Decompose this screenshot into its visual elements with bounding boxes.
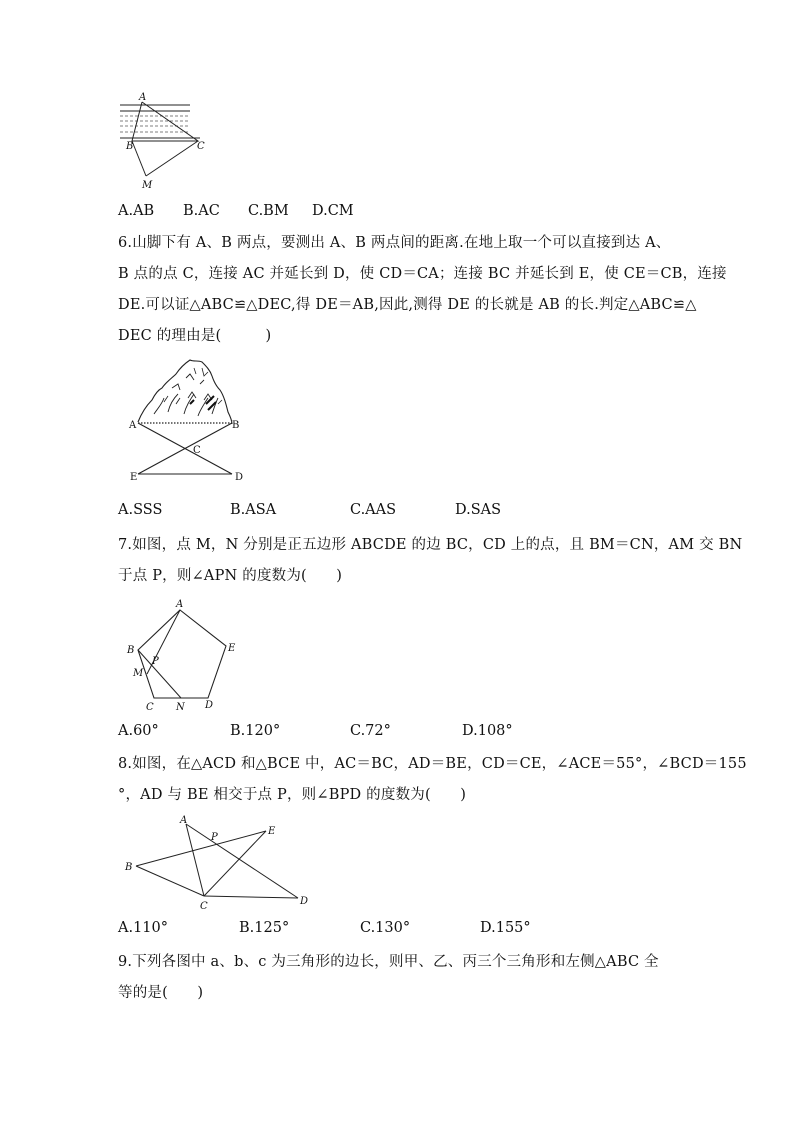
q8-line-2: °，AD 与 BE 相交于点 P，则∠BPD 的度数为( ) — [118, 787, 467, 803]
q6-label-a: A — [129, 420, 137, 431]
q7-figure — [124, 598, 240, 714]
q7-label-a: A — [176, 599, 184, 610]
q7-label-m: M — [133, 668, 144, 679]
q5-label-m: M — [142, 180, 153, 191]
q8-label-e: E — [268, 826, 276, 837]
q8-option-b[interactable]: B.125° — [239, 920, 290, 936]
q6-line-3: DE.可以证△ABC≌△DEC,得 DE＝AB,因此,测得 DE 的长就是 AB 的长.判定△ABC≌△ — [118, 297, 697, 313]
q7-line-1: 7.如图，点 M，N 分别是正五边形 ABCDE 的边 BC，CD 上的点，且 BM＝CN，AM 交 BN — [118, 537, 743, 553]
q5-label-b: B — [126, 141, 134, 152]
q6-line-2: B 点的点 C，连接 AC 并延长到 D，使 CD＝CA；连接 BC 并延长到 E，使 CE＝CB，连接 — [118, 266, 727, 282]
q5-option-c[interactable]: C.BM — [248, 203, 289, 219]
q6-option-b[interactable]: B.ASA — [230, 502, 277, 518]
q7-option-a[interactable]: A.60° — [118, 723, 159, 739]
q8-option-c[interactable]: C.130° — [360, 920, 411, 936]
q6-label-c: C — [193, 445, 201, 456]
q6-label-d: D — [235, 472, 244, 483]
q7-label-p: P — [152, 656, 159, 667]
q8-label-d: D — [300, 896, 309, 907]
q5-figure — [118, 94, 218, 190]
q9-line-1: 9.下列各图中 a、b、c 为三角形的边长，则甲、乙、丙三个三角形和左侧△ABC 全 — [118, 954, 659, 970]
q8-label-b: B — [125, 862, 133, 873]
q7-label-b: B — [127, 645, 135, 656]
q7-line-2: 于点 P，则∠APN 的度数为( ) — [118, 568, 343, 584]
q7-label-c: C — [146, 702, 154, 713]
q6-label-e: E — [130, 472, 138, 483]
q5-label-c: C — [197, 141, 205, 152]
q7-label-e: E — [228, 643, 236, 654]
q6-figure — [128, 354, 258, 486]
q9-line-2: 等的是( ) — [118, 985, 204, 1001]
q8-label-p: P — [211, 832, 218, 843]
q7-option-c[interactable]: C.72° — [350, 723, 391, 739]
q8-figure — [122, 814, 316, 912]
q6-option-d[interactable]: D.SAS — [455, 502, 502, 518]
q5-option-a[interactable]: A.AB — [118, 203, 155, 219]
q6-option-c[interactable]: C.AAS — [350, 502, 397, 518]
q8-option-a[interactable]: A.110° — [118, 920, 169, 936]
q6-line-1: 6.山脚下有 A、B 两点，要测出 A、B 两点间的距离.在地上取一个可以直接到达 A、 — [118, 235, 671, 251]
q6-option-a[interactable]: A.SSS — [118, 502, 163, 518]
q7-label-n: N — [176, 702, 185, 713]
q8-label-c: C — [200, 901, 208, 912]
q5-option-d[interactable]: D.CM — [312, 203, 354, 219]
q7-option-d[interactable]: D.108° — [462, 723, 513, 739]
q5-option-b[interactable]: B.AC — [183, 203, 220, 219]
q5-label-a: A — [139, 92, 147, 103]
q8-option-d[interactable]: D.155° — [480, 920, 531, 936]
q8-label-a: A — [180, 815, 188, 826]
q7-label-d: D — [205, 700, 214, 711]
q8-line-1: 8.如图，在△ACD 和△BCE 中，AC＝BC，AD＝BE，CD＝CE，∠ACE＝55°，∠BCD＝155 — [118, 756, 747, 772]
q6-label-b: B — [232, 420, 240, 431]
q6-line-4: DEC 的理由是( ) — [118, 328, 272, 344]
q7-option-b[interactable]: B.120° — [230, 723, 281, 739]
